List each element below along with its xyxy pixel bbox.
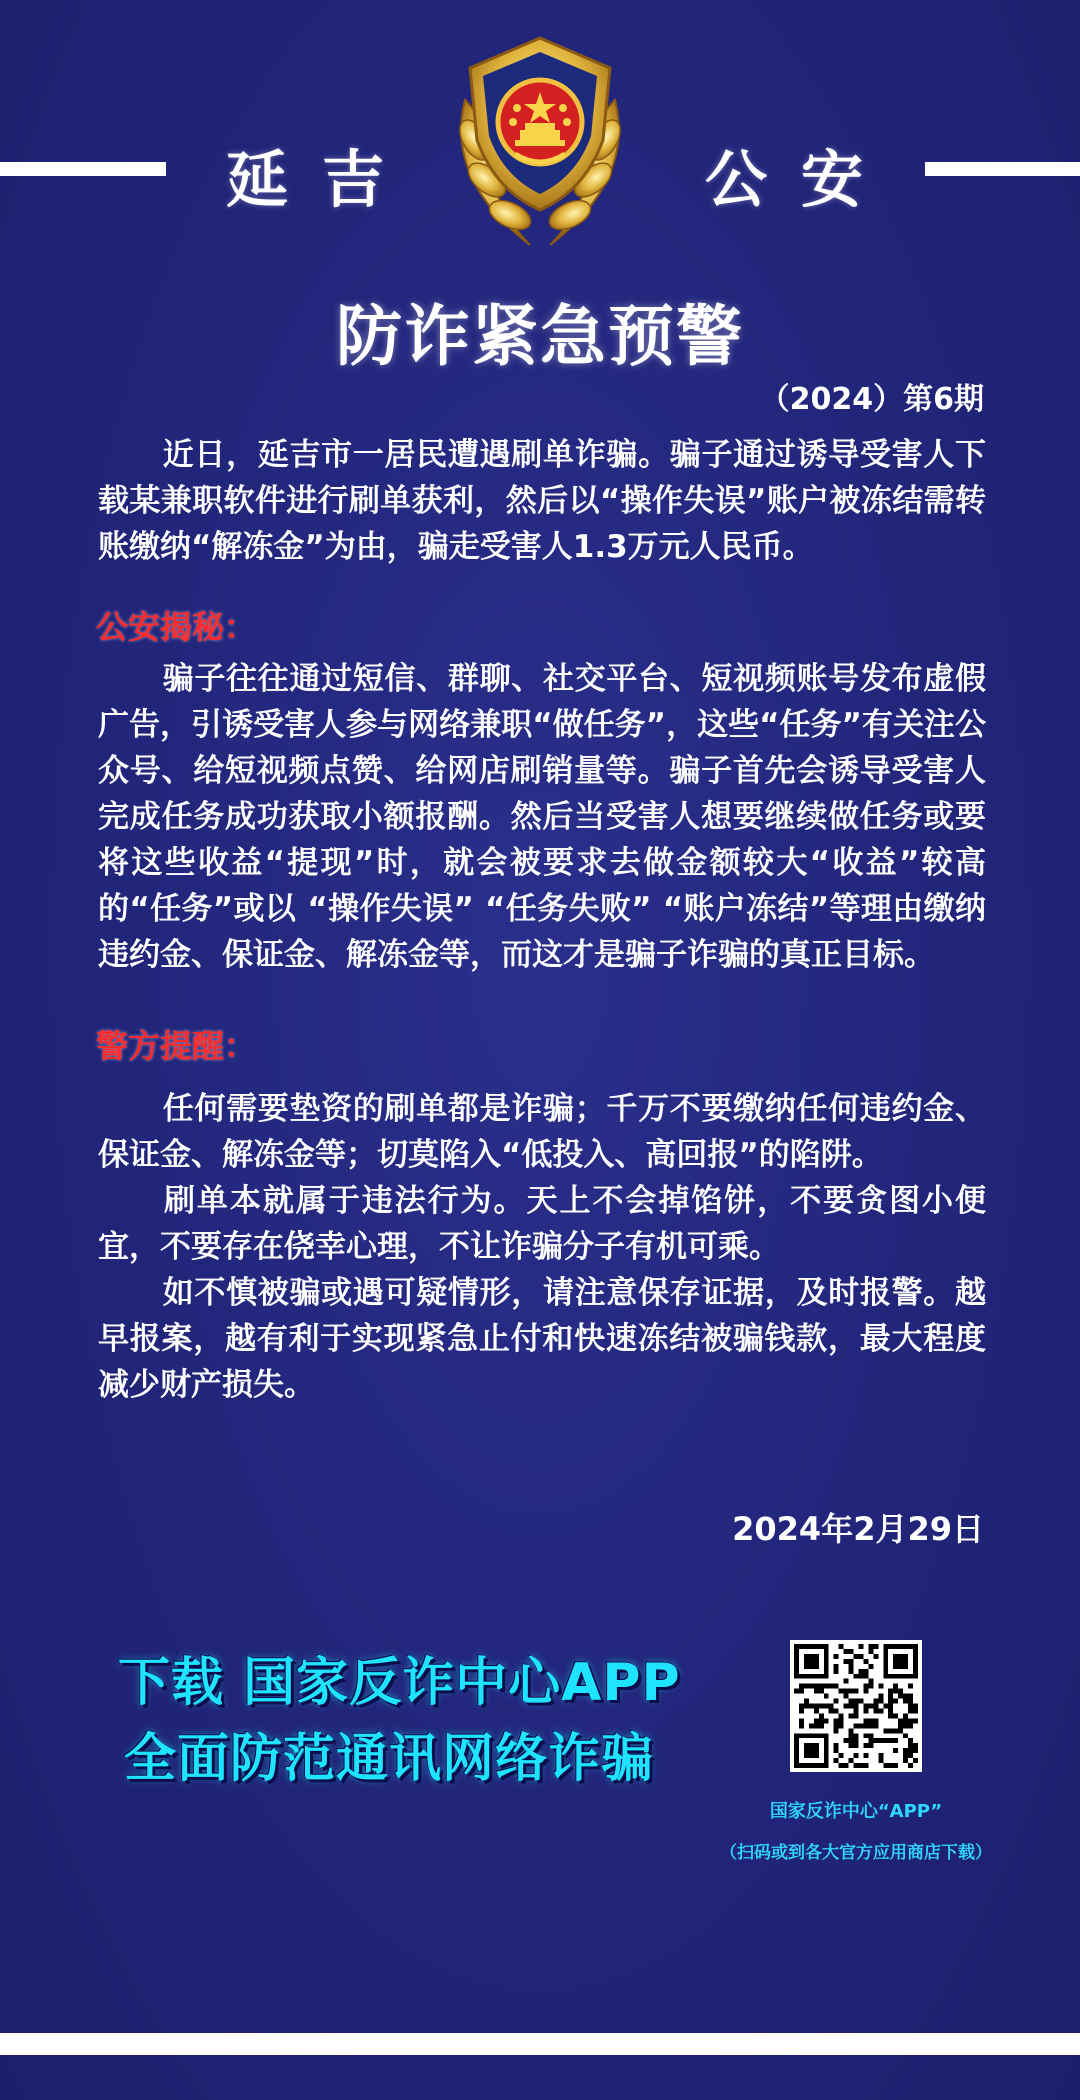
header-rule-left	[0, 162, 166, 176]
footer-rule	[0, 2033, 1080, 2055]
qr-code[interactable]	[790, 1640, 922, 1772]
police-emblem-icon	[425, 30, 655, 255]
qr-subcaption: （扫码或到各大官方应用商店下载）	[720, 1843, 992, 1863]
reveal-heading: 公安揭秘：	[96, 608, 257, 646]
promo-line-1: 下载 国家反诈中心APP	[118, 1653, 681, 1713]
header-rule-right	[925, 162, 1080, 176]
intro-text: 近日，延吉市一居民遭遇刷单诈骗。骗子通过诱导受害人下载某兼职软件进行刷单获利，然后以“操作失误”账户被冻结需转账缴纳“解冻金”为由，骗走受害人1.3万元人民币。	[98, 437, 986, 565]
page-title: 防诈紧急预警	[336, 298, 744, 375]
org-name-right: 公安	[705, 143, 898, 216]
reminder-text-1: 任何需要垫资的刷单都是诈骗；千万不要缴纳任何违约金、保证金、解冻金等；切莫陷入“低投入、高回报”的陷阱。	[98, 1091, 986, 1173]
reveal-paragraph	[98, 656, 986, 978]
issue-date: 2024年2月29日	[732, 1510, 984, 1548]
qr-caption: 国家反诈中心“APP”	[769, 1801, 943, 1822]
reminder-paragraph-3	[98, 1270, 986, 1408]
promo-line-2: 全面防范通讯网络诈骗	[124, 1729, 655, 1789]
org-name-left: 延吉	[226, 143, 419, 216]
reminder-paragraph-1	[98, 1086, 986, 1178]
reminder-paragraph-2	[98, 1178, 986, 1270]
reminder-text-3: 如不慎被骗或遇可疑情形，请注意保存证据，及时报警。越早报案，越有利于实现紧急止付和快速冻结被骗钱款，最大程度减少财产损失。	[98, 1275, 986, 1403]
reminder-heading: 警方提醒：	[96, 1027, 257, 1065]
reveal-text: 骗子往往通过短信、群聊、社交平台、短视频账号发布虚假广告，引诱受害人参与网络兼职“做任务”，这些“任务”有关注公众号、给短视频点赞、给网店刷销量等。骗子首先会诱导受害人完成任务成功获取小额报酬。然后当受害人想要继续做任务或要将这些收益“提现”时，就会被要求去做金额较大“收益”较高的“任务”或以 “操作失误” “任务失败” “账户冻结”等理由缴纳违约金、保证金、解冻金等，而这才是骗子诈骗的真正目标。	[98, 661, 986, 973]
issue-number: （2024）第6期	[759, 382, 984, 417]
intro-paragraph	[98, 432, 986, 570]
reminder-text-2: 刷单本就属于违法行为。天上不会掉馅饼，不要贪图小便宜，不要存在侥幸心理，不让诈骗分子有机可乘。	[98, 1183, 986, 1265]
